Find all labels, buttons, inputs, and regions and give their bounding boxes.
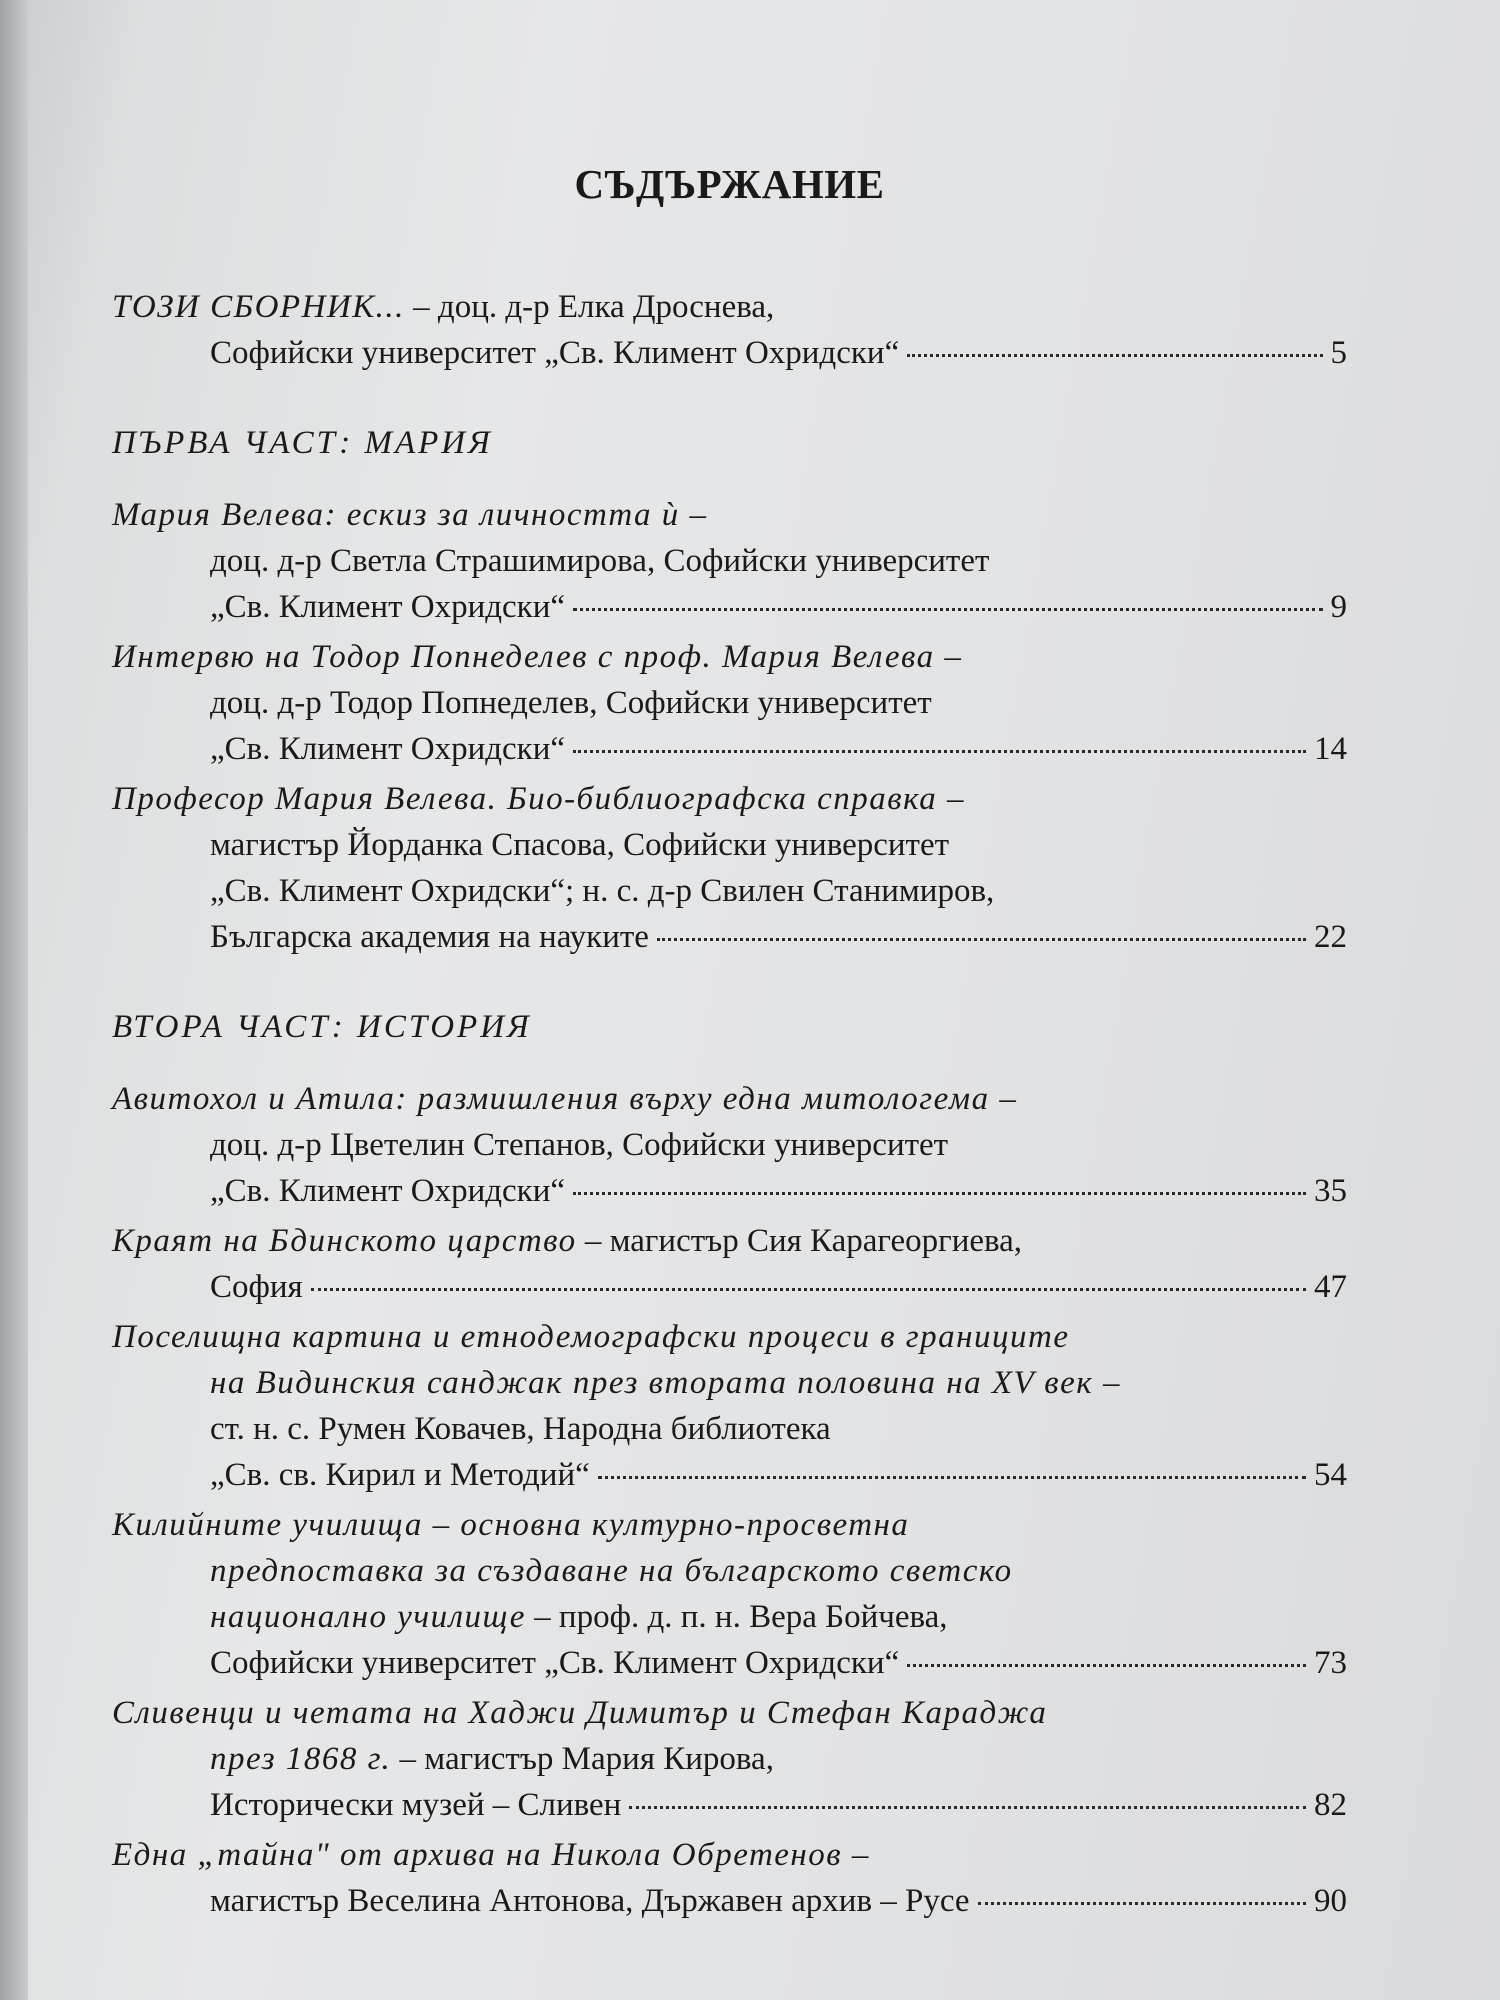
- table-of-contents: [112, 160, 1347, 1928]
- leader-dots: [657, 938, 1306, 941]
- entry-affiliation: Исторически музей – Сливен: [210, 1787, 622, 1823]
- entry-title: Интервю на Тодор Попнеделев с проф. Мария Велева –: [112, 639, 963, 675]
- page-number: 47: [1314, 1269, 1347, 1305]
- page-number: 22: [1314, 919, 1347, 955]
- toc-entry-intro: [112, 284, 1347, 376]
- leader-dots: [573, 1192, 1306, 1195]
- toc-entry: [112, 1832, 1347, 1924]
- page-number: 35: [1314, 1173, 1347, 1209]
- entry-author: магистър Веселина Антонова, Държавен архив – Русе: [210, 1883, 970, 1919]
- page-number: 90: [1314, 1883, 1347, 1919]
- entry-affiliation: „Св. св. Кирил и Методий“: [210, 1457, 590, 1493]
- page-number: 54: [1314, 1457, 1347, 1493]
- entry-title: национално училище: [210, 1599, 526, 1635]
- entry-author: – магистър Сия Карагеоргиева,: [576, 1223, 1023, 1259]
- entry-author: – проф. д. п. н. Вера Бойчева,: [525, 1599, 948, 1635]
- entry-title: Сливенци и четата на Хаджи Димитър и Стефан Караджа: [112, 1695, 1048, 1731]
- entry-title: Мария Велева: ескиз за личността ѝ –: [112, 497, 708, 533]
- page-number: 9: [1330, 589, 1347, 625]
- page-number: 5: [1330, 335, 1347, 371]
- entry-affiliation: София: [210, 1269, 303, 1305]
- page-number: 73: [1314, 1645, 1347, 1681]
- entry-affiliation: „Св. Климент Охридски“; н. с. д-р Свилен Станимиров,: [210, 873, 995, 909]
- entry-title: Килийните училища – основна културно-просветна: [112, 1507, 910, 1543]
- entry-title: Авитохол и Атила: размишления върху една митологема –: [112, 1081, 1018, 1117]
- intro-affiliation: Софийски университет „Св. Климент Охридски“: [210, 335, 900, 371]
- entry-affiliation: „Св. Климент Охридски“: [210, 731, 566, 767]
- page-number: 82: [1314, 1787, 1347, 1823]
- leader-dots: [629, 1806, 1306, 1809]
- leader-dots: [598, 1476, 1306, 1479]
- page-gutter: [0, 0, 28, 2000]
- leader-dots: [311, 1288, 1306, 1291]
- toc-entry: [112, 1690, 1347, 1828]
- entry-title: на Видинския санджак през втората половина на XV век –: [210, 1365, 1121, 1401]
- toc-entry: [112, 1502, 1347, 1686]
- entry-title: Краят на Бдинското царство: [112, 1223, 577, 1259]
- toc-entry: [112, 1218, 1347, 1310]
- intro-title: ТОЗИ СБОРНИК...: [112, 289, 405, 325]
- entry-title: предпоставка за създаване на българското светско: [210, 1553, 1013, 1589]
- entry-author: доц. д-р Тодор Попнеделев, Софийски университет: [210, 685, 932, 721]
- leader-dots: [907, 354, 1322, 357]
- entry-author: ст. н. с. Румен Ковачев, Народна библиотека: [210, 1411, 831, 1447]
- entry-author: – магистър Мария Кирова,: [391, 1741, 774, 1777]
- leader-dots: [907, 1664, 1306, 1667]
- intro-author: – доц. д-р Елка Дроснева,: [404, 289, 775, 325]
- entry-author: магистър Йорданка Спасова, Софийски университет: [210, 827, 950, 863]
- entry-affiliation: „Св. Климент Охридски“: [210, 589, 566, 625]
- entry-affiliation: Българска академия на науките: [210, 919, 649, 955]
- toc-entry: [112, 492, 1347, 630]
- page-number: 14: [1314, 731, 1347, 767]
- leader-dots: [573, 750, 1306, 753]
- toc-entry: [112, 776, 1347, 960]
- page-title: СЪДЪРЖАНИЕ: [574, 161, 885, 207]
- section-heading-part1: ПЪРВА ЧАСТ: МАРИЯ: [112, 425, 493, 461]
- entry-title: Поселищна картина и етнодемографски процеси в границите: [112, 1319, 1070, 1355]
- toc-entry: [112, 1076, 1347, 1214]
- toc-entry: [112, 634, 1347, 772]
- toc-entry: [112, 1314, 1347, 1498]
- entry-title: през 1868 г.: [210, 1741, 392, 1777]
- section-heading-part2: ВТОРА ЧАСТ: ИСТОРИЯ: [112, 1009, 532, 1045]
- entry-author: доц. д-р Светла Страшимирова, Софийски университет: [210, 543, 990, 579]
- entry-title: Една „тайна" от архива на Никола Обретенов –: [112, 1837, 870, 1873]
- leader-dots: [573, 608, 1322, 611]
- entry-author: доц. д-р Цветелин Степанов, Софийски университет: [210, 1127, 949, 1163]
- leader-dots: [978, 1902, 1306, 1905]
- entry-title: Професор Мария Велева. Био-библиографска справка –: [112, 781, 965, 817]
- entry-affiliation: „Св. Климент Охридски“: [210, 1173, 566, 1209]
- entry-affiliation: Софийски университет „Св. Климент Охридски“: [210, 1645, 900, 1681]
